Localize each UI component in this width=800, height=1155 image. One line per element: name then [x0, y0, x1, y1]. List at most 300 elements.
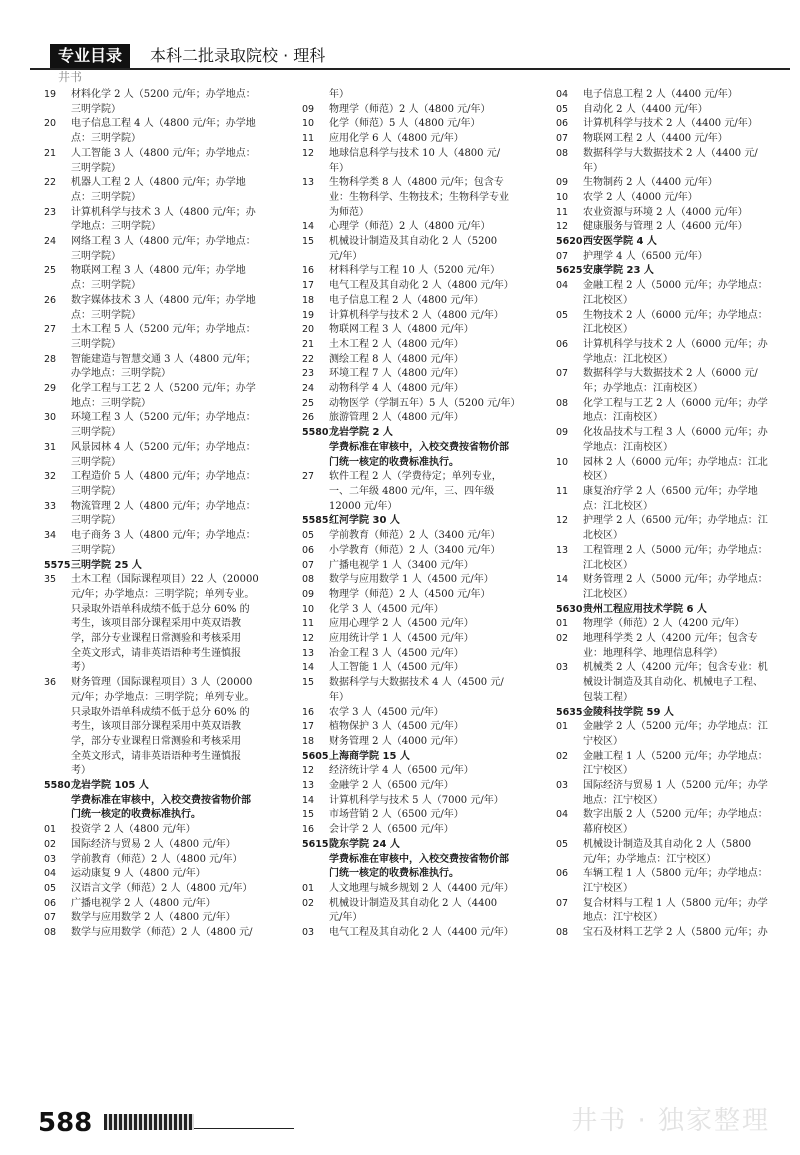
major-text: 人文地理与城乡规划 2 人（4400 元/年）	[329, 882, 514, 894]
entry-continuation: 业：生物科学、生物技术；生物科学专业	[329, 191, 509, 203]
school-heading	[302, 426, 548, 441]
major-code: 14	[302, 794, 315, 806]
major-text: 物理学（师范）2 人（4500 元/年）	[329, 588, 491, 600]
major-text: 软件工程 2 人（学费待定；单列专业，	[329, 471, 502, 483]
major-entry	[44, 264, 290, 279]
major-code: 30	[44, 412, 57, 424]
school-heading	[556, 706, 800, 721]
major-code: 16	[302, 706, 315, 718]
major-text: 人工智能 3 人（4800 元/年；办学地点：	[71, 147, 256, 159]
major-code: 25	[44, 265, 57, 277]
school-code: 5605	[302, 750, 329, 762]
major-entry	[44, 353, 290, 368]
major-text: 旅游管理 2 人（4800 元/年）	[329, 412, 464, 424]
major-entry	[302, 353, 548, 368]
major-entry	[556, 897, 800, 912]
major-text: 学前教育（师范）2 人（3400 元/年）	[329, 530, 501, 542]
major-text: 电气工程及其自动化 2 人（4800 元/年）	[329, 280, 514, 292]
major-text: 人工智能 1 人（4500 元/年）	[329, 662, 464, 674]
major-text: 物理学（师范）2 人（4800 元/年）	[329, 103, 491, 115]
major-entry	[556, 103, 800, 118]
major-code: 06	[556, 118, 569, 130]
major-text: 国际经济与贸易 2 人（4800 元/年）	[71, 838, 236, 850]
major-entry	[302, 882, 548, 897]
major-entry	[44, 867, 290, 882]
major-entry	[44, 529, 290, 544]
major-code: 11	[556, 485, 569, 497]
entry-continuation: 办学地点：三明学院）	[71, 368, 171, 380]
major-text: 计算机科学与技术 2 人（4400 元/年）	[583, 118, 758, 130]
major-code: 21	[44, 147, 57, 159]
major-entry	[44, 838, 290, 853]
major-code: 08	[556, 927, 569, 939]
major-code: 27	[302, 471, 315, 483]
entry-continuation: 年）	[329, 691, 349, 703]
major-text: 经济统计学 4 人（6500 元/年）	[329, 765, 474, 777]
major-text: 运动康复 9 人（4800 元/年）	[71, 868, 206, 880]
major-entry	[556, 456, 800, 471]
major-code: 14	[556, 574, 569, 586]
school-code: 5620	[556, 236, 583, 248]
major-entry	[302, 544, 548, 559]
major-entry	[44, 470, 290, 485]
major-entry	[302, 338, 548, 353]
major-text: 测绘工程 8 人（4800 元/年）	[329, 353, 464, 365]
entry-continuation: 考）	[71, 765, 91, 777]
school-code: 5585	[302, 515, 329, 527]
major-entry	[556, 926, 800, 941]
major-code: 08	[44, 927, 57, 939]
major-code: 05	[556, 309, 569, 321]
school-name: 龙岩学院 105 人	[71, 780, 149, 792]
major-entry	[302, 794, 548, 809]
school-name: 龙岩学院 2 人	[329, 427, 393, 439]
school-code: 5580	[44, 780, 71, 792]
major-entry	[302, 264, 548, 279]
major-text: 农业资源与环境 2 人（4000 元/年）	[583, 206, 748, 218]
major-text: 风景园林 4 人（5200 元/年；办学地点：	[71, 441, 256, 453]
major-code: 09	[556, 177, 569, 189]
major-entry	[44, 147, 290, 162]
major-code: 13	[302, 647, 315, 659]
page-number: 588	[38, 1108, 93, 1138]
major-entry	[44, 88, 290, 103]
entry-continuation: 三明学院）	[71, 427, 121, 439]
school-code: 5575	[44, 559, 71, 571]
major-code: 31	[44, 441, 57, 453]
major-code: 20	[302, 324, 315, 336]
entry-continuation: 点：三明学院）	[71, 191, 141, 203]
major-text: 财务管理 2 人（5000 元/年；办学地点：	[583, 574, 768, 586]
major-entry	[302, 559, 548, 574]
entry-continuation: 宁校区）	[583, 735, 623, 747]
major-entry	[302, 382, 548, 397]
major-entry	[302, 897, 548, 912]
major-entry	[556, 250, 800, 265]
major-text: 动物科学 4 人（4800 元/年）	[329, 383, 464, 395]
entry-continuation: 学，部分专业课程日常测验和考核采用	[71, 633, 241, 645]
major-code: 07	[556, 368, 569, 380]
major-code: 34	[44, 530, 57, 542]
entry-continuation: 学地点：江南校区）	[583, 441, 673, 453]
entry-continuation: 元/年）	[329, 250, 363, 262]
major-code: 05	[556, 838, 569, 850]
entry-continuation: 地点：江南校区）	[583, 412, 663, 424]
major-code: 11	[556, 206, 569, 218]
major-code: 03	[44, 853, 57, 865]
entry-continuation: 学，部分专业课程日常测验和考核采用	[71, 735, 241, 747]
school-name: 西安医学院 4 人	[583, 236, 657, 248]
column-right	[556, 88, 800, 941]
entry-continuation: 三明学院）	[71, 338, 121, 350]
major-code: 19	[44, 89, 57, 100]
major-text: 数据科学与大数据技术 2 人（6000 元/	[583, 368, 758, 380]
entry-continuation: 年）	[329, 89, 349, 100]
column-left	[44, 88, 290, 941]
major-code: 12	[302, 633, 315, 645]
major-text: 化学 3 人（4500 元/年）	[329, 603, 444, 615]
major-entry	[302, 779, 548, 794]
entry-continuation: 江北校区）	[583, 588, 633, 600]
major-code: 23	[302, 368, 315, 380]
entry-continuation: 学地点：三明学院）	[71, 221, 161, 233]
watermark: 井书 · 独家整理	[571, 1106, 770, 1136]
major-entry	[302, 632, 548, 647]
major-code: 01	[556, 721, 569, 733]
major-code: 13	[556, 544, 569, 556]
major-entry	[44, 411, 290, 426]
major-code: 16	[302, 824, 315, 836]
major-entry	[556, 720, 800, 735]
school-name: 贵州工程应用技术学院 6 人	[583, 603, 707, 615]
major-entry	[556, 191, 800, 206]
major-entry	[302, 647, 548, 662]
major-text: 电子信息工程 2 人（4400 元/年）	[583, 89, 738, 100]
major-text: 电气工程及其自动化 2 人（4400 元/年）	[329, 927, 514, 939]
major-entry	[44, 500, 290, 515]
major-code: 03	[556, 780, 569, 792]
major-code: 12	[556, 515, 569, 527]
column-middle	[302, 88, 548, 941]
major-code: 01	[44, 824, 57, 836]
major-entry	[302, 279, 548, 294]
major-entry	[44, 441, 290, 456]
school-code: 5630	[556, 603, 583, 615]
major-code: 05	[44, 882, 57, 894]
major-entry	[302, 706, 548, 721]
major-entry	[44, 294, 290, 309]
entry-continuation: 幕府校区）	[583, 824, 633, 836]
entry-continuation: 三明学院）	[71, 103, 121, 115]
entry-continuation: 考）	[71, 662, 91, 674]
major-text: 汉语言文学（师范）2 人（4800 元/年）	[71, 882, 253, 894]
major-entry	[556, 617, 800, 632]
major-code: 18	[302, 294, 315, 306]
entry-continuation: 江北校区）	[583, 324, 633, 336]
major-entry	[556, 147, 800, 162]
major-text: 康复治疗学 2 人（6500 元/年；办学地	[583, 485, 758, 497]
major-code: 36	[44, 677, 57, 689]
footer-rule	[194, 1128, 294, 1129]
major-text: 计算机科学与技术 2 人（6000 元/年；办	[583, 338, 768, 350]
major-code: 08	[556, 397, 569, 409]
major-code: 10	[556, 456, 569, 468]
major-entry	[556, 309, 800, 324]
major-text: 农学 3 人（4500 元/年）	[329, 706, 444, 718]
major-code: 01	[302, 882, 315, 894]
school-code: 5615	[302, 838, 329, 850]
entry-continuation: 元/年；办学地点：三明学院；单列专业。	[71, 691, 255, 703]
major-text: 数字媒体技术 3 人（4800 元/年；办学地	[71, 294, 256, 306]
major-code: 15	[302, 809, 315, 821]
major-text: 应用心理学 2 人（4500 元/年）	[329, 618, 474, 630]
major-entry	[302, 309, 548, 324]
major-entry	[44, 117, 290, 132]
major-text: 生物制药 2 人（4400 元/年）	[583, 177, 718, 189]
major-entry	[302, 117, 548, 132]
major-text: 数字出版 2 人（5200 元/年；办学地点：	[583, 809, 768, 821]
major-code: 03	[556, 662, 569, 674]
major-code: 24	[302, 383, 315, 395]
major-code: 32	[44, 471, 57, 483]
page-title: 本科二批录取院校 · 理科	[150, 46, 326, 65]
major-entry	[556, 573, 800, 588]
school-heading	[302, 750, 548, 765]
major-code: 07	[556, 897, 569, 909]
major-text: 地球信息科学与技术 10 人（4800 元/	[329, 147, 501, 159]
major-code: 26	[44, 294, 57, 306]
fee-note: 学费标准在审核中，入校交费按省物价部	[71, 794, 251, 806]
entry-continuation: 元/年；办学地点：江宁校区）	[583, 853, 717, 865]
entry-continuation: 三明学院）	[71, 250, 121, 262]
major-text: 数学与应用数学 1 人（4500 元/年）	[329, 574, 494, 586]
major-entry	[556, 220, 800, 235]
major-code: 09	[556, 427, 569, 439]
major-text: 应用统计学 1 人（4500 元/年）	[329, 633, 474, 645]
major-code: 21	[302, 338, 315, 350]
major-entry	[44, 323, 290, 338]
school-name: 红河学院 30 人	[329, 515, 400, 527]
entry-continuation: 12000 元/年）	[329, 500, 398, 512]
major-text: 数学与应用数学 2 人（4800 元/年）	[71, 912, 236, 924]
major-entry	[302, 661, 548, 676]
major-code: 28	[44, 353, 57, 365]
major-entry	[302, 588, 548, 603]
major-entry	[556, 279, 800, 294]
major-text: 物联网工程 3 人（4800 元/年；办学地	[71, 265, 246, 277]
entry-continuation: 校区）	[583, 471, 613, 483]
major-text: 土木工程（国际课程项目）22 人（20000	[71, 574, 259, 586]
major-code: 33	[44, 500, 57, 512]
major-code: 05	[556, 103, 569, 115]
major-code: 03	[302, 927, 315, 939]
entry-continuation: 元/年）	[329, 912, 363, 924]
major-entry	[556, 779, 800, 794]
major-entry	[44, 382, 290, 397]
major-code: 17	[302, 721, 315, 733]
major-entry	[44, 573, 290, 588]
major-text: 电子信息工程 4 人（4800 元/年；办学地	[71, 118, 256, 130]
major-text: 物联网工程 3 人（4800 元/年）	[329, 324, 474, 336]
school-name: 金陵科技学院 59 人	[583, 706, 674, 718]
section-tag: 专业目录	[50, 44, 130, 68]
major-code: 14	[302, 221, 315, 233]
major-code: 22	[44, 177, 57, 189]
major-entry	[556, 397, 800, 412]
major-code: 02	[302, 897, 315, 909]
major-text: 车辆工程 1 人（5800 元/年；办学地点：	[583, 868, 768, 880]
fee-note: 门统一核定的收费标准执行。	[329, 868, 459, 880]
major-entry	[44, 853, 290, 868]
major-text: 数学与应用数学（师范）2 人（4800 元/	[71, 927, 253, 939]
entry-continuation: 只录取外语单科成绩不低于总分 60% 的	[71, 706, 250, 718]
major-entry	[556, 867, 800, 882]
major-code: 15	[302, 236, 315, 248]
major-entry	[302, 573, 548, 588]
major-code: 07	[556, 133, 569, 145]
major-text: 小学教育（师范）2 人（3400 元/年）	[329, 544, 501, 556]
entry-continuation: 地点：江宁校区）	[583, 912, 663, 924]
major-code: 04	[556, 809, 569, 821]
major-text: 数据科学与大数据技术 2 人（4400 元/	[583, 147, 758, 159]
major-code: 11	[302, 133, 315, 145]
major-text: 财务管理 2 人（4000 元/年）	[329, 735, 464, 747]
major-text: 材料化学 2 人（5200 元/年；办学地点：	[71, 89, 256, 100]
major-code: 06	[302, 544, 315, 556]
entry-continuation: 只录取外语单科成绩不低于总分 60% 的	[71, 603, 250, 615]
entry-continuation: 为师范）	[329, 206, 369, 218]
major-entry	[302, 323, 548, 338]
school-name: 陇东学院 24 人	[329, 838, 400, 850]
entry-continuation: 点：三明学院）	[71, 309, 141, 321]
major-text: 化学工程与工艺 2 人（5200 元/年；办学	[71, 383, 256, 395]
entry-continuation: 点：三明学院）	[71, 133, 141, 145]
major-code: 07	[302, 559, 315, 571]
major-code: 24	[44, 236, 57, 248]
entry-continuation: 地点：三明学院）	[71, 397, 151, 409]
major-code: 26	[302, 412, 315, 424]
major-text: 网络工程 3 人（4800 元/年；办学地点：	[71, 236, 256, 248]
school-code: 5635	[556, 706, 583, 718]
major-text: 投资学 2 人（4800 元/年）	[71, 824, 196, 836]
major-entry	[556, 206, 800, 221]
major-text: 智能建造与智慧交通 3 人（4800 元/年；	[71, 353, 256, 365]
major-entry	[302, 411, 548, 426]
major-entry	[302, 823, 548, 838]
major-code: 06	[556, 868, 569, 880]
major-entry	[302, 470, 548, 485]
entry-continuation: 业：地理科学、地理信息科学）	[583, 647, 723, 659]
major-text: 健康服务与管理 2 人（4600 元/年）	[583, 221, 748, 233]
major-code: 10	[556, 191, 569, 203]
major-code: 13	[302, 780, 315, 792]
major-entry	[302, 147, 548, 162]
major-entry	[302, 367, 548, 382]
school-name: 上海商学院 15 人	[329, 750, 410, 762]
entry-continuation: 江北校区）	[583, 294, 633, 306]
entry-continuation: 江宁校区）	[583, 765, 633, 777]
major-entry	[556, 514, 800, 529]
major-text: 金融工程 1 人（5200 元/年；办学地点：	[583, 750, 768, 762]
entry-continuation: 考生，该项目部分课程采用中英双语教	[71, 618, 241, 630]
entry-continuation: 元/年；办学地点：三明学院；单列专业。	[71, 588, 255, 600]
major-text: 物理学（师范）2 人（4200 元/年）	[583, 618, 745, 630]
major-entry	[556, 750, 800, 765]
major-text: 物联网工程 2 人（4400 元/年）	[583, 133, 728, 145]
major-code: 22	[302, 353, 315, 365]
entry-continuation: 江北校区）	[583, 559, 633, 571]
entry-continuation: 点：三明学院）	[71, 280, 141, 292]
major-entry	[302, 529, 548, 544]
major-code: 20	[44, 118, 57, 130]
school-code: 5580	[302, 427, 329, 439]
entry-continuation: 全英文形式，请非英语语种考生谨慎报	[71, 647, 241, 659]
major-entry	[556, 808, 800, 823]
entry-continuation: 考生，该项目部分课程采用中英双语教	[71, 721, 241, 733]
major-code: 23	[44, 206, 57, 218]
major-text: 生物科学类 8 人（4800 元/年；包含专	[329, 177, 504, 189]
school-heading	[302, 514, 548, 529]
major-entry	[556, 485, 800, 500]
school-name: 安康学院 23 人	[583, 265, 654, 277]
major-code: 15	[302, 677, 315, 689]
major-text: 环境工程 7 人（4800 元/年）	[329, 368, 464, 380]
entry-continuation: 地点：江宁校区）	[583, 794, 663, 806]
major-code: 02	[556, 750, 569, 762]
school-heading	[556, 603, 800, 618]
major-text: 财务管理（国际课程项目）3 人（20000	[71, 677, 253, 689]
major-entry	[556, 176, 800, 191]
major-text: 工程管理 2 人（5000 元/年；办学地点：	[583, 544, 768, 556]
major-text: 化学（师范）5 人（4800 元/年）	[329, 118, 481, 130]
major-code: 04	[556, 89, 569, 100]
school-heading	[556, 264, 800, 279]
major-text: 环境工程 3 人（5200 元/年；办学地点：	[71, 412, 256, 424]
major-text: 生物技术 2 人（6000 元/年；办学地点：	[583, 309, 768, 321]
major-code: 05	[302, 530, 315, 542]
major-code: 18	[302, 735, 315, 747]
major-text: 会计学 2 人（6500 元/年）	[329, 824, 454, 836]
school-heading	[556, 235, 800, 250]
major-text: 地理科学类 2 人（4200 元/年；包含专	[583, 633, 758, 645]
major-text: 学前教育（师范）2 人（4800 元/年）	[71, 853, 243, 865]
major-code: 08	[302, 574, 315, 586]
major-entry	[302, 735, 548, 750]
major-entry	[302, 926, 548, 941]
major-entry	[302, 808, 548, 823]
entry-continuation: 一、二年级 4800 元/年，三、四年级	[329, 485, 495, 497]
major-entry	[302, 235, 548, 250]
major-text: 物流管理 2 人（4800 元/年；办学地点：	[71, 500, 256, 512]
major-text: 机械类 2 人（4200 元/年；包含专业：机	[583, 662, 768, 674]
major-text: 农学 2 人（4000 元/年）	[583, 191, 698, 203]
major-entry	[556, 426, 800, 441]
major-text: 护理学 2 人（6500 元/年；办学地点：江	[583, 515, 768, 527]
entry-continuation: 三明学院）	[71, 544, 121, 556]
major-code: 08	[556, 147, 569, 159]
major-code: 01	[556, 618, 569, 630]
major-entry	[44, 911, 290, 926]
major-text: 金融学 2 人（5200 元/年；办学地点：江	[583, 721, 768, 733]
major-code: 06	[556, 338, 569, 350]
page-header	[30, 38, 400, 72]
major-text: 计算机科学与技术 5 人（7000 元/年）	[329, 794, 504, 806]
school-heading	[302, 838, 548, 853]
major-text: 心理学（师范）2 人（4800 元/年）	[329, 221, 491, 233]
major-entry	[302, 720, 548, 735]
major-entry	[44, 235, 290, 250]
entry-continuation: 北校区）	[583, 530, 623, 542]
